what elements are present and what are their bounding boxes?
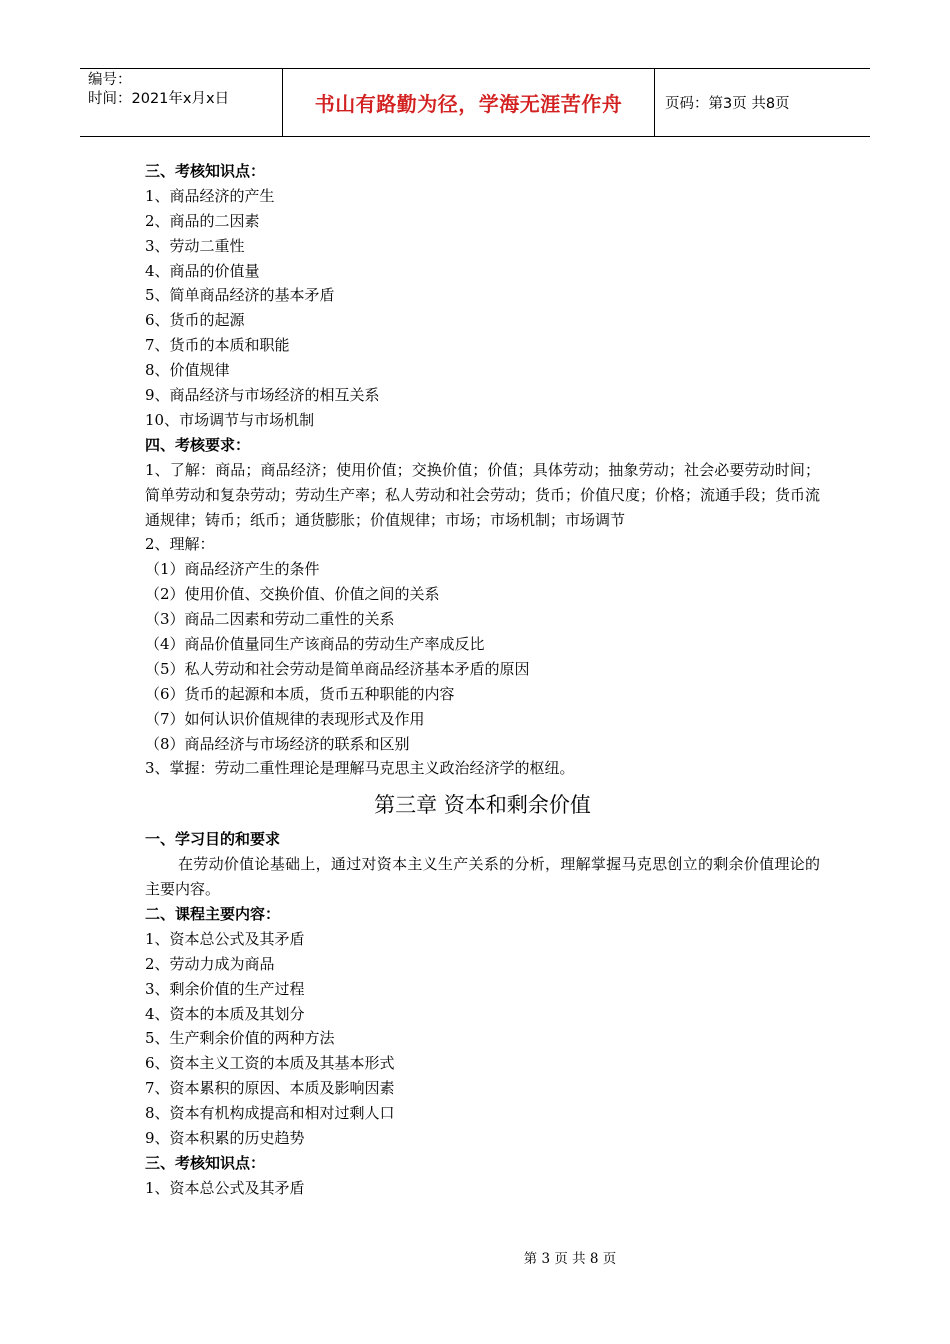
list-item: 2、商品的二因素 bbox=[145, 211, 260, 230]
section-heading: 三、考核知识点： bbox=[145, 1153, 266, 1172]
section-heading: 四、考核要求： bbox=[145, 435, 251, 454]
list-item: （8）商品经济与市场经济的联系和区别 bbox=[145, 734, 410, 753]
list-item: （6）货币的起源和本质，货币五种职能的内容 bbox=[145, 684, 455, 703]
list-item: 1、商品经济的产生 bbox=[145, 186, 275, 205]
list-item: 1、资本总公式及其矛盾 bbox=[145, 929, 305, 948]
time-label: 时间：2021年x月x日 bbox=[88, 91, 230, 107]
list-item: 7、货币的本质和职能 bbox=[145, 336, 290, 355]
list-item: 2、劳动力成为商品 bbox=[145, 954, 275, 973]
list-item: 8、资本有机构成提高和相对过剩人口 bbox=[145, 1104, 395, 1123]
list-item: 9、资本积累的历史趋势 bbox=[145, 1129, 305, 1148]
motto-text: 书山有路勤为径，学海无涯苦作舟 bbox=[314, 92, 623, 116]
list-item: （4）商品价值量同生产该商品的劳动生产率成反比 bbox=[145, 634, 485, 653]
list-item: （5）私人劳动和社会劳动是简单商品经济基本矛盾的原因 bbox=[145, 659, 530, 678]
section-heading: 一、学习目的和要求 bbox=[145, 830, 281, 849]
header-page-info bbox=[655, 69, 870, 136]
list-item: 3、剩余价值的生产过程 bbox=[145, 979, 305, 998]
understand-paragraph: 1、了解：商品；商品经济；使用价值；交换价值；价值；具体劳动；抽象劳动；社会必要劳动时间；简单劳动和复杂劳动；劳动生产率；私人劳动和社会劳动；货币；价值尺度；价格；流通手段；货币流通规律；铸币；纸币；通货膨胀；价值规律；市场；市场机制；市场调节 bbox=[145, 460, 821, 529]
list-item: 7、资本累积的原因、本质及影响因素 bbox=[145, 1079, 395, 1098]
header-meta bbox=[80, 69, 283, 136]
list-item: 5、简单商品经济的基本矛盾 bbox=[145, 286, 335, 305]
list-item: 10、市场调节与市场机制 bbox=[145, 410, 315, 429]
list-item: 5、生产剩余价值的两种方法 bbox=[145, 1029, 335, 1048]
list-item: （2）使用价值、交换价值、价值之间的关系 bbox=[145, 585, 440, 604]
page-header bbox=[80, 68, 870, 137]
list-item: 4、商品的价值量 bbox=[145, 261, 260, 280]
list-item: 6、资本主义工资的本质及其基本形式 bbox=[145, 1054, 395, 1073]
document-body bbox=[145, 159, 820, 1201]
list-item: 3、劳动二重性 bbox=[145, 236, 245, 255]
page-label: 页码：第3页 共8页 bbox=[665, 96, 790, 112]
list-item: 9、商品经济与市场经济的相互关系 bbox=[145, 386, 380, 405]
list-item: 1、资本总公式及其矛盾 bbox=[145, 1178, 305, 1197]
section-heading: 二、课程主要内容： bbox=[145, 905, 281, 924]
section-heading: 三、考核知识点： bbox=[145, 162, 266, 180]
page-footer bbox=[0, 1247, 950, 1267]
chapter-title: 第三章 资本和剩余价值 bbox=[374, 793, 591, 818]
list-item: 8、价值规律 bbox=[145, 361, 230, 380]
list-item: （7）如何认识价值规律的表现形式及作用 bbox=[145, 709, 425, 728]
list-item: 4、资本的本质及其划分 bbox=[145, 1004, 305, 1023]
goal-paragraph: 在劳动价值论基础上，通过对资本主义生产关系的分析，理解掌握马克思创立的剩余价值理论的主要内容。 bbox=[145, 855, 820, 899]
number-label: 编号： bbox=[88, 72, 132, 88]
comprehend-heading: 2、理解： bbox=[145, 535, 215, 554]
master-text: 3、掌握：劳动二重性理论是理解马克思主义政治经济学的枢纽。 bbox=[145, 759, 575, 778]
list-item: （1）商品经济产生的条件 bbox=[145, 560, 320, 579]
list-item: （3）商品二因素和劳动二重性的关系 bbox=[145, 610, 395, 629]
footer-page-number: 第 3 页 共 8 页 bbox=[523, 1251, 617, 1267]
header-motto bbox=[283, 69, 655, 136]
list-item: 6、货币的起源 bbox=[145, 311, 245, 330]
